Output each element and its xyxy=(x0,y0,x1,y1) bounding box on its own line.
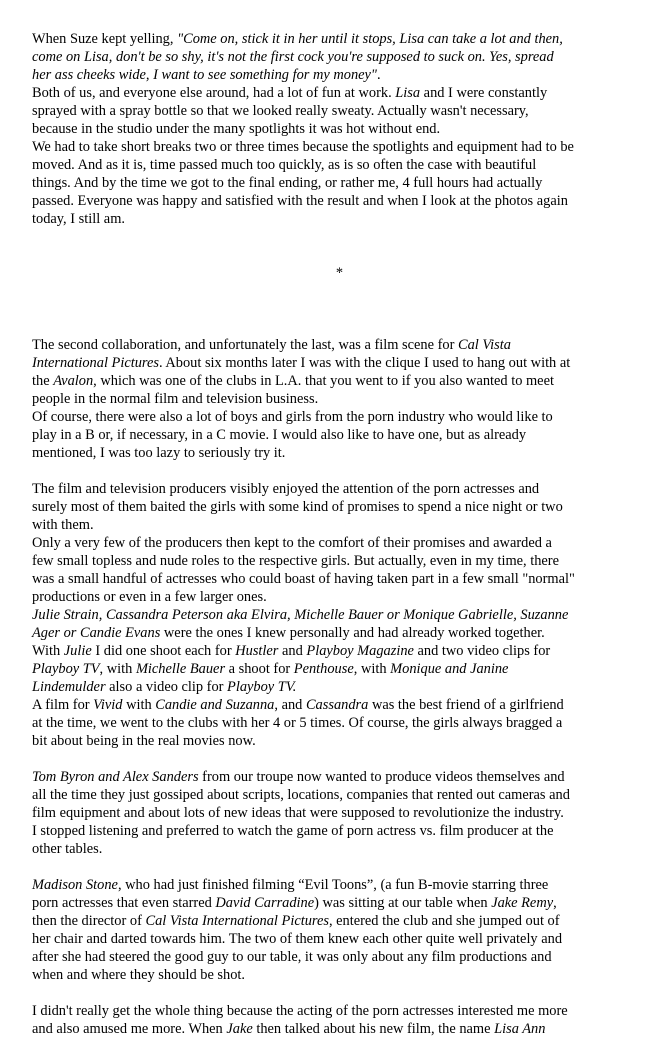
text-run: I didn't really get the whole thing because the acting of the porn actresses interested me more xyxy=(32,1003,568,1019)
text-run: were the ones I knew personally and had already worked together. xyxy=(160,625,545,641)
text-run: I did one shoot each for xyxy=(91,643,236,659)
text-run: porn actresses that even starred xyxy=(32,895,216,911)
text-run: people in the normal film and television business. xyxy=(32,391,319,407)
italic-text: Jake Remy xyxy=(491,895,554,911)
text-line xyxy=(32,48,647,66)
text-line xyxy=(32,408,647,426)
paragraph-madison-stone xyxy=(32,876,647,984)
italic-text: Lisa xyxy=(395,85,421,101)
text-line xyxy=(32,192,647,210)
italic-text: International Pictures xyxy=(32,355,159,371)
text-run: Only a very few of the producers then kept to the comfort of their promises and awarded a xyxy=(32,535,552,551)
text-line xyxy=(32,336,647,354)
italic-text: Madison Stone xyxy=(32,877,118,893)
text-line xyxy=(32,696,647,714)
italic-text: Ager or Candie Evans xyxy=(32,625,161,641)
italic-text: David Carradine xyxy=(215,895,315,911)
text-run: was a small handful of actresses who could boast of having taken part in a few small "normal" xyxy=(32,571,575,587)
text-run: Of course, there were also a lot of boys and girls from the porn industry who would like to xyxy=(32,409,553,425)
italic-text: come on Lisa, don't be so shy, it's not the first cock you're supposed to suck on. Yes, spread xyxy=(32,49,554,65)
text-line xyxy=(32,210,647,228)
paragraph-shoot-ending xyxy=(32,30,647,228)
text-run: , which was one of the clubs in L.A. that you went to if you also wanted to meet xyxy=(93,373,554,389)
italic-text: Penthouse xyxy=(293,661,354,677)
text-run: Both of us, and everyone else around, had a lot of fun at work. xyxy=(32,85,396,101)
italic-text: Playboy TV xyxy=(32,661,100,677)
text-run: from our troupe now wanted to produce videos themselves and xyxy=(198,769,565,785)
text-line xyxy=(32,174,647,192)
text-line xyxy=(32,120,647,138)
paragraph-second-collaboration xyxy=(32,336,647,462)
text-run: and I were constantly xyxy=(420,85,548,101)
text-line xyxy=(32,624,647,642)
italic-text: Julie xyxy=(63,643,92,659)
text-run: and also amused me more. When xyxy=(32,1021,227,1037)
text-line xyxy=(32,390,647,408)
text-line xyxy=(32,138,647,156)
text-run: after she had steered the good guy to our table, it was only about any film productions and xyxy=(32,949,552,965)
text-run: her chair and darted towards him. The two of them knew each other quite well privately and xyxy=(32,931,563,947)
text-line xyxy=(32,642,647,660)
text-run: at the time, we went to the clubs with her 4 or 5 times. Of course, the girls always bragged a xyxy=(32,715,563,731)
text-run: when and where they should be shot. xyxy=(32,967,246,983)
text-line xyxy=(32,498,647,516)
text-run: today, I still am. xyxy=(32,211,125,227)
italic-text: Julie Strain, Cassandra Peterson aka Elvira, Michelle Bauer or Monique Gabrielle, Suzanne xyxy=(32,607,569,623)
text-run: surely most of them baited the girls with some kind of promises to spend a nice night or two xyxy=(32,499,563,515)
text-run: a shoot for xyxy=(225,661,294,677)
paragraph-gap xyxy=(32,984,647,1002)
text-run: also a video clip for xyxy=(105,679,228,695)
italic-text: Candie and Suzanna xyxy=(155,697,275,713)
text-line xyxy=(32,912,647,930)
section-separator: * xyxy=(335,265,344,281)
italic-text: Tom Byron and Alex Sanders xyxy=(32,769,199,785)
text-line xyxy=(32,156,647,174)
paragraph-gap xyxy=(32,750,647,768)
text-line xyxy=(32,444,647,462)
italic-text: Cassandra xyxy=(305,697,369,713)
text-run: few small topless and nude roles to the respective girls. But actually, even in my time, there xyxy=(32,553,559,569)
paragraph-producers xyxy=(32,480,647,750)
text-run: passed. Everyone was happy and satisfied with the result and when I look at the photos again xyxy=(32,193,568,209)
text-run: and two video clips for xyxy=(413,643,551,659)
italic-text: "Come on, stick it in her until it stops, Lisa can take a lot and then, xyxy=(177,31,563,47)
text-run: The film and television producers visibly enjoyed the attention of the porn actresses and xyxy=(32,481,540,497)
text-run: I stopped listening and preferred to watch the game of porn actress vs. film producer at the xyxy=(32,823,554,839)
text-run: the xyxy=(32,373,54,389)
text-run: with them. xyxy=(32,517,94,533)
italic-text: Cal Vista xyxy=(457,337,511,353)
text-line xyxy=(32,372,647,390)
text-line xyxy=(32,678,647,696)
text-run: because in the studio under the many spotlights it was hot without end. xyxy=(32,121,441,137)
text-line xyxy=(32,930,647,948)
text-run: then talked about his new film, the name xyxy=(252,1021,495,1037)
text-run: mentioned, I was too lazy to seriously try it. xyxy=(32,445,286,461)
text-line xyxy=(32,876,647,894)
text-line xyxy=(32,102,647,120)
text-run: . About six months later I was with the clique I used to hang out with at xyxy=(158,355,571,371)
text-line xyxy=(32,822,647,840)
text-run: other tables. xyxy=(32,841,103,857)
text-run: , with xyxy=(353,661,391,677)
italic-text: Playboy Magazine xyxy=(306,643,414,659)
text-run: sprayed with a spray bottle so that we looked really sweaty. Actually wasn't necessary, xyxy=(32,103,529,119)
text-line xyxy=(32,552,647,570)
text-line xyxy=(32,84,647,102)
text-line xyxy=(32,480,647,498)
text-line xyxy=(32,606,647,624)
text-run: film equipment and about lots of new ideas that were supposed to revolutionize the industry. xyxy=(32,805,564,821)
text-run: things. And by the time we got to the final ending, or rather me, 4 full hours had actually xyxy=(32,175,543,191)
paragraph-gap xyxy=(32,858,647,876)
italic-text: Jake xyxy=(226,1021,253,1037)
text-line xyxy=(32,570,647,588)
text-line xyxy=(32,354,647,372)
text-line xyxy=(32,516,647,534)
text-run: play in a B or, if necessary, in a C movie. I would also like to have one, but as already xyxy=(32,427,527,443)
text-run: , entered the club and she jumped out of xyxy=(328,913,560,929)
italic-text: Avalon xyxy=(53,373,94,389)
text-run: all the time they just gossiped about scripts, locations, companies that rented out cameras and xyxy=(32,787,570,803)
text-line xyxy=(32,840,647,858)
italic-text: Hustler xyxy=(235,643,279,659)
text-run: When Suze kept yelling, xyxy=(32,31,178,47)
text-run: , xyxy=(553,895,557,911)
italic-text: Cal Vista International Pictures xyxy=(145,913,329,929)
text-run: , with xyxy=(99,661,136,677)
italic-text: Lisa Ann xyxy=(494,1021,546,1037)
italic-text: Playboy TV. xyxy=(227,679,297,695)
text-run: moved. And as it is, time passed much too quickly, as is so often the case with beautiful xyxy=(32,157,537,173)
italic-text: Michelle Bauer xyxy=(135,661,226,677)
text-line xyxy=(32,966,647,984)
text-run: productions or even in a few larger ones. xyxy=(32,589,267,605)
text-line xyxy=(32,1020,647,1038)
text-line xyxy=(32,786,647,804)
text-run: , and xyxy=(274,697,306,713)
text-run: The second collaboration, and unfortunately the last, was a film scene for xyxy=(32,337,458,353)
text-line xyxy=(32,588,647,606)
text-line xyxy=(32,894,647,912)
text-run: A film for xyxy=(32,697,94,713)
text-run: was the best friend of a girlfriend xyxy=(368,697,564,713)
text-line xyxy=(32,714,647,732)
text-line xyxy=(32,426,647,444)
text-run: With xyxy=(32,643,64,659)
paragraph-gap xyxy=(32,462,647,480)
text-run: and xyxy=(278,643,307,659)
paragraph-troupe xyxy=(32,768,647,858)
text-run: . xyxy=(376,67,381,83)
text-run: with xyxy=(122,697,156,713)
text-run: then the director of xyxy=(32,913,146,929)
text-line xyxy=(32,804,647,822)
paragraph-new-film xyxy=(32,1002,647,1038)
text-run: ) was sitting at our table when xyxy=(314,895,492,911)
italic-text: Vivid xyxy=(93,697,123,713)
text-run: bit about being in the real movies now. xyxy=(32,733,256,749)
text-run: , who had just finished filming “Evil Toons”, (a fun B-movie starring three xyxy=(117,877,549,893)
italic-text: Lindemulder xyxy=(32,679,106,695)
text-line xyxy=(32,948,647,966)
text-run: We had to take short breaks two or three times because the spotlights and equipment had to be xyxy=(32,139,574,155)
text-line xyxy=(32,732,647,750)
italic-text: Monique and Janine xyxy=(390,661,509,677)
italic-text: her ass cheeks wide, I want to see something for my money" xyxy=(32,67,377,83)
text-line xyxy=(32,1002,647,1020)
text-line xyxy=(32,768,647,786)
text-line xyxy=(32,534,647,552)
text-line xyxy=(32,30,647,48)
text-line xyxy=(32,660,647,678)
text-line xyxy=(32,66,647,84)
